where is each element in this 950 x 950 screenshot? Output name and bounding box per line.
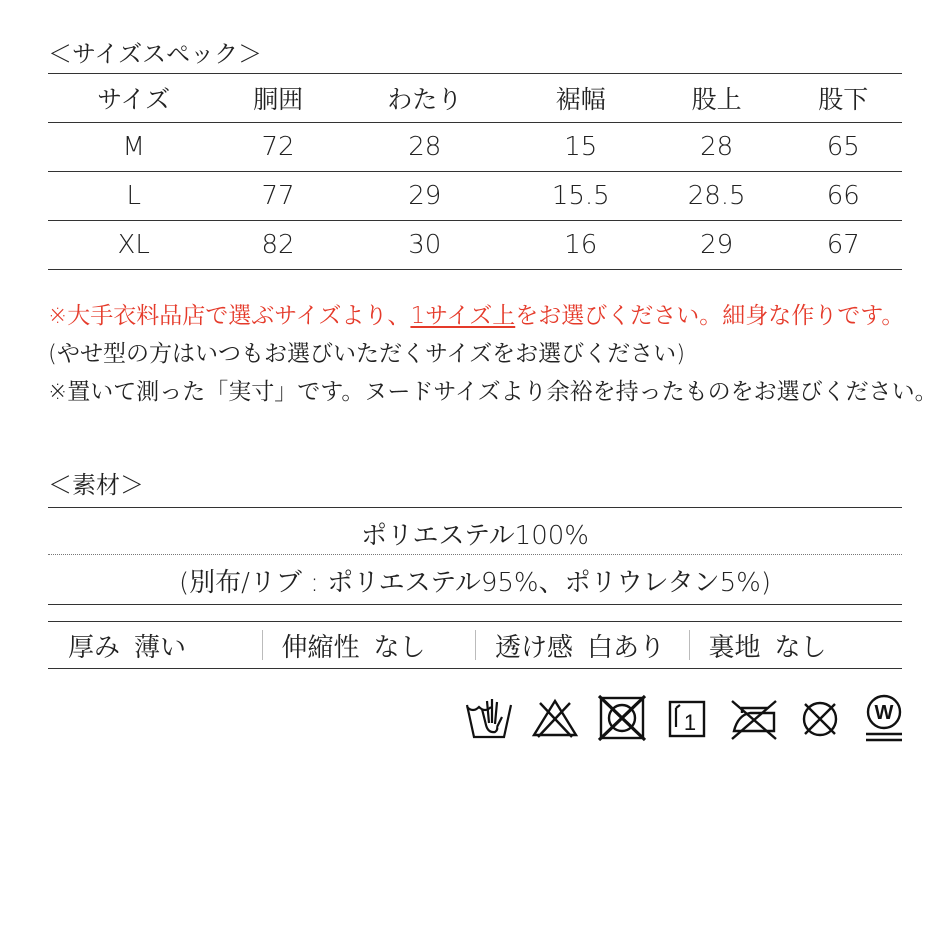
- column-header: サイズ: [48, 74, 219, 123]
- no-dry-clean-icon: [797, 693, 843, 743]
- table-cell: 67: [785, 221, 902, 270]
- fit-note-sub: (やせ型の方はいつもお選びいただくサイズをお選びください): [48, 341, 686, 367]
- table-cell: 65: [785, 123, 902, 172]
- property-label: 透け感: [495, 632, 574, 663]
- table-cell: XL: [48, 221, 219, 270]
- table-header-row: [48, 74, 902, 123]
- table-cell: 28.5: [649, 172, 785, 221]
- size-spec-table: [48, 73, 902, 270]
- table-row: [48, 172, 902, 221]
- wet-clean-label: W: [874, 702, 894, 724]
- size-spec-title: ＜サイズスペック＞: [48, 40, 263, 68]
- property-value: 薄い: [134, 632, 187, 663]
- table-row: [48, 123, 902, 172]
- material-main: ポリエステル100%: [361, 521, 589, 551]
- column-header: 裾幅: [513, 74, 649, 123]
- table-cell: 16: [513, 221, 649, 270]
- property-value: 白あり: [587, 632, 666, 663]
- property-value: なし: [774, 632, 827, 663]
- no-tumble-dry-icon: [597, 693, 647, 743]
- fit-note-text: ※大手衣料品店で選ぶサイズより、: [48, 303, 411, 329]
- table-cell: 82: [219, 221, 336, 270]
- property-lining: [689, 622, 903, 668]
- property-label: 裏地: [708, 632, 761, 663]
- fit-note: [48, 297, 904, 330]
- table-cell: 72: [219, 123, 336, 172]
- column-header: 股下: [785, 74, 902, 123]
- property-sheerness: [475, 622, 689, 668]
- table-cell: 28: [649, 123, 785, 172]
- property-value: なし: [373, 632, 426, 663]
- line-dry-label: 1: [683, 710, 697, 735]
- table-cell: L: [48, 172, 219, 221]
- fit-note-text: をお選びください。細身な作りです。: [515, 303, 905, 329]
- column-header: 胴囲: [219, 74, 336, 123]
- table-cell: 29: [337, 172, 513, 221]
- table-cell: 28: [337, 123, 513, 172]
- table-cell: 15: [513, 123, 649, 172]
- fabric-properties: [48, 621, 902, 669]
- divider: [48, 604, 902, 605]
- property-stretch: [262, 622, 476, 668]
- wet-clean-icon: [862, 693, 906, 743]
- divider: [48, 507, 902, 508]
- measurement-note: ※置いて測った「実寸」です。ヌードサイズより余裕を持ったものをお選びください。: [48, 379, 938, 405]
- table-row: [48, 221, 902, 270]
- hand-wash-icon: [464, 693, 514, 743]
- table-cell: 29: [649, 221, 785, 270]
- property-label: 厚み: [68, 632, 121, 663]
- material-sub: (別布/リブ : ポリエステル95%、ポリウレタン5%): [179, 568, 771, 598]
- property-thickness: [48, 622, 262, 668]
- column-header: わたり: [337, 74, 513, 123]
- column-header: 股上: [649, 74, 785, 123]
- table-cell: 77: [219, 172, 336, 221]
- table-cell: 66: [785, 172, 902, 221]
- no-bleach-icon: [530, 693, 580, 743]
- material-title: ＜素材＞: [48, 471, 144, 499]
- line-dry-icon: [664, 693, 710, 743]
- divider: [48, 554, 902, 555]
- no-iron-icon: [728, 693, 780, 743]
- table-cell: 30: [337, 221, 513, 270]
- fit-note-highlight: 1サイズ上: [410, 303, 516, 329]
- table-cell: M: [48, 123, 219, 172]
- table-cell: 15.5: [513, 172, 649, 221]
- property-label: 伸縮性: [281, 632, 360, 663]
